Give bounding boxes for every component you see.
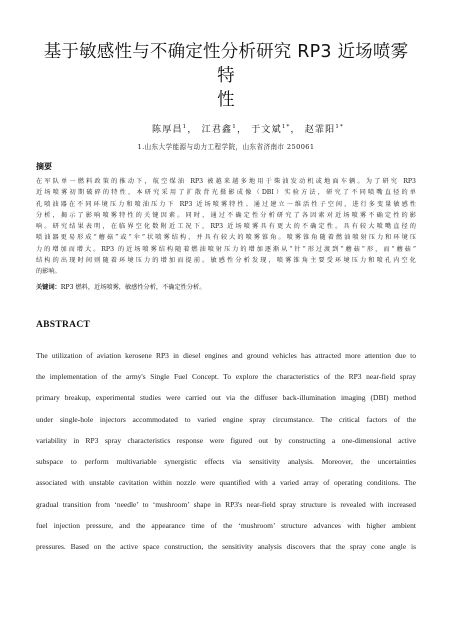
en-abstract-line: subspace to perform multivariable synergistic effects via sensitivity analysis. Moreover, the uncertainties (36, 457, 416, 467)
title-line-1: 基于敏感性与不确定性分析研究 RP3 近场喷雾特 (43, 42, 409, 86)
author-name: 陈厚昌 (152, 125, 183, 135)
keywords-text: RP3 燃料，近场喷雾，敏感性分析，不确定性分析。 (60, 283, 206, 291)
cn-abstract-line: 孔喷油器在不同环境压力和喷油压力下 RP3 近场喷雾特性。通过建立一维活性子空间，进行多变量敏感性 (36, 200, 416, 208)
author-mark: 1 (232, 124, 237, 130)
keywords-label: 关键词： (36, 283, 61, 291)
cn-abstract-body (36, 176, 416, 278)
author-name: 江君鑫 (201, 125, 233, 135)
en-abstract-heading: ABSTRACT (36, 319, 91, 330)
title-line-2: 性 (217, 90, 235, 110)
cn-abstract-line: 力的增加而增大。RP3 的近场喷雾结构随着燃油喷射压力的增加逐渐从“针”形过渡到“蘑菇”形，而“蘑菇” (36, 245, 416, 253)
cn-abstract-line: 在军队单一燃料政策的推动下，航空煤油 RP3 被越来越多地用于柴油发动机或地面车辆。为了研究 RP3 (36, 178, 416, 185)
keywords (36, 282, 416, 293)
en-abstract-line: associated with unstable cavitation within nozzle were quantified with a varied array of operating conditions. The (36, 478, 416, 488)
en-abstract-line: primary breakup, experimental studies were carried out via the diffuser back-illumination imaging (DBI) method (36, 393, 416, 403)
en-abstract-line: pressures. Based on the active space construction, the sensitivity analysis discovers that the spray cone angle is (36, 542, 416, 552)
en-abstract-body (36, 345, 416, 558)
cn-abstract-line: 响。研究结果表明，在临界空化数附近工况下，RP3 近场喷雾具有更大的不确定性。具有较大喷嘴直径的 (36, 223, 416, 231)
author-mark: 1* (335, 124, 344, 130)
cn-abstract-line: 的影响。 (36, 268, 61, 276)
author-mark: 1* (281, 124, 291, 130)
author-name: 赵霏阳 (304, 125, 336, 135)
en-abstract-line: variability in RP3 spray characteristics response were figured out by constructing a one-dimensional active (36, 435, 416, 445)
en-abstract-line: gradual transition from ‘needle’ to ‘mushroom’ shape in RP3's near-field spray structure is revealed with increased (36, 499, 416, 509)
paper-title (36, 40, 416, 112)
cn-abstract-heading: 摘要 (36, 162, 52, 171)
en-abstract-line: under single-hole injectors accommodated to varied engine spray circumstance. The critical factors of the (36, 414, 416, 424)
cn-abstract-line: 喷油器更易形成“蘑菇”或“伞”状喷雾结构，并具有较大的喷雾锥角。喷雾锥角随着燃油喷射压力和环境压 (36, 234, 416, 242)
author-mark: 1 (182, 124, 188, 130)
author-list: 陈厚昌$^1$， 江君鑫$^1$， 于文斌$^{1*}$， 赵霏阳$^{1*}$ (152, 124, 344, 135)
affiliation: 1.山东大学能源与动力工程学院，山东省济南市 250061 (137, 143, 315, 151)
en-abstract-line: The utilization of aviation kerosene RP3 in diesel engines and ground vehicles has attracted more attention due to (36, 350, 416, 360)
cn-abstract-line: 分析，揭示了影响喷雾特性的关键因素。同时，通过不确定性分析研究了各因素对近场喷雾不确定性的影 (36, 211, 416, 219)
en-abstract-line: the implementation of the army's Single Fuel Concept. To explore the characteristics of the RP3 near-field spray (36, 371, 416, 381)
cn-abstract-line: 结构的出现时间则随着环境压力的增加而提前。敏感性分析发现，喷雾锥角主要受环境压力和喷孔内空化 (36, 257, 416, 265)
author-name: 于文斌 (251, 125, 282, 135)
en-abstract-line: fuel injection pressure, and the appearance time of the ‘mushroom’ structure advances with higher ambient (36, 521, 416, 531)
cn-abstract-line: 近场喷雾初期破碎的特性，本研究采用了扩散背光摄影成像（DBI）实验方法，研究了不同喷嘴直径的单 (36, 189, 416, 197)
